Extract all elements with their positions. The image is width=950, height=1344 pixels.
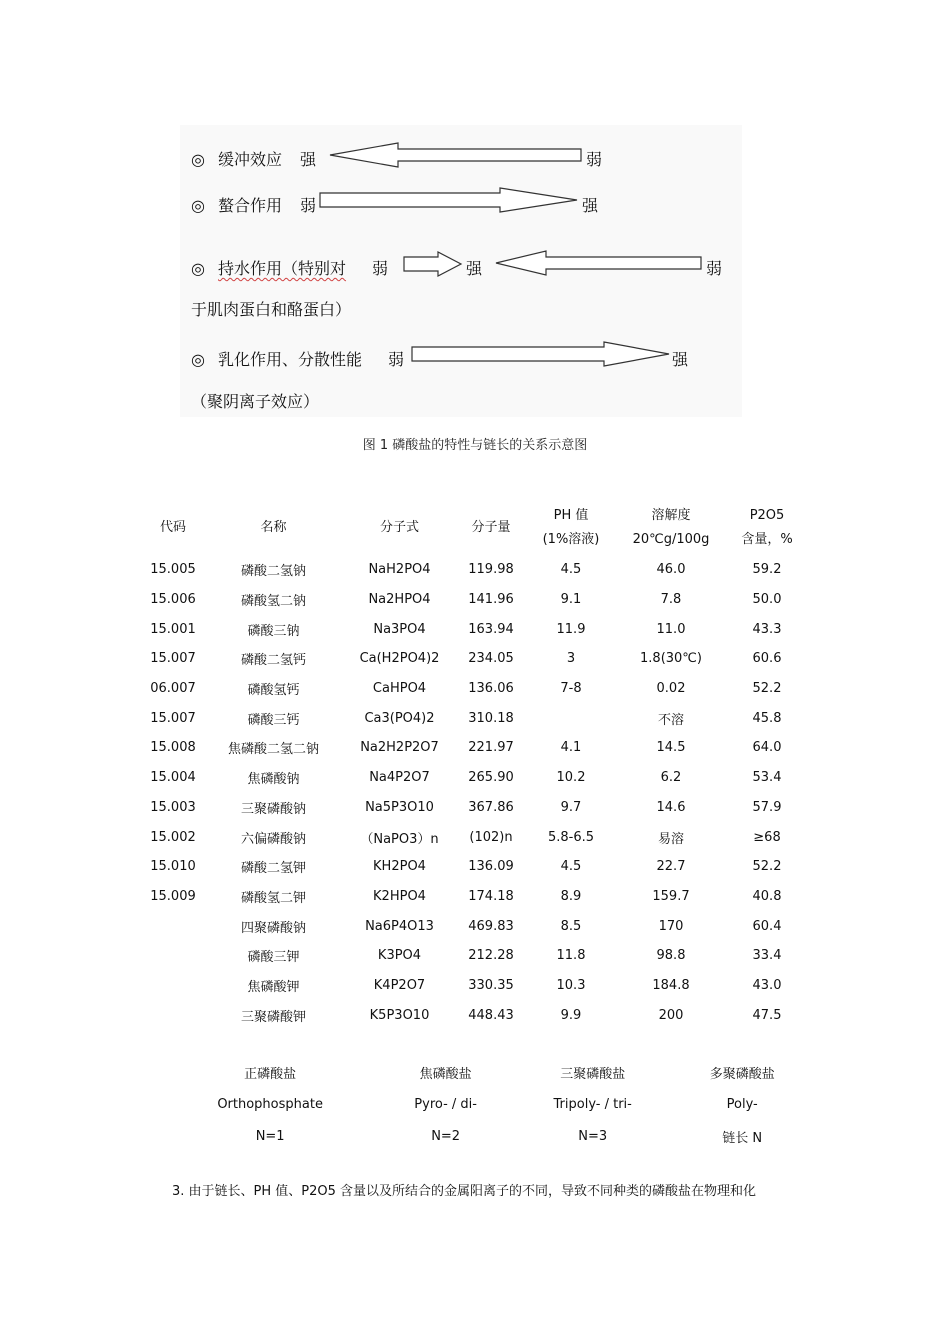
cell-ph: 4.5 xyxy=(560,859,582,875)
cell-p2o5: 52.2 xyxy=(752,859,782,875)
cell-name: 磷酸二氢钾 xyxy=(240,861,306,877)
cell-code xyxy=(135,941,211,971)
cell-p2o5: 43.0 xyxy=(752,977,782,993)
header-ph: PH 值 (1%溶液) xyxy=(542,507,600,547)
cell-code: 15.002 xyxy=(150,829,196,845)
cell-ph xyxy=(519,703,623,733)
table-row xyxy=(135,911,815,941)
table-row xyxy=(135,971,815,1001)
classification-cell: 三聚磷酸盐 xyxy=(560,1066,626,1082)
cell-name: 磷酸氢二钾 xyxy=(240,890,306,906)
cell-molecular-weight: 163.94 xyxy=(468,621,514,637)
figure-row3-right-word: 弱 xyxy=(706,259,723,278)
cell-name: 磷酸三钙 xyxy=(247,712,300,728)
header-formula: 分子式 xyxy=(379,519,419,535)
cell-code xyxy=(135,911,211,941)
cell-formula: KH2PO4 xyxy=(373,859,426,875)
cell-formula: Na4P2O7 xyxy=(369,770,430,786)
cell-p2o5: 50.0 xyxy=(752,592,782,608)
cell-p2o5: 53.4 xyxy=(752,770,782,786)
figure-row2-label: 螯合作用 xyxy=(218,196,283,215)
cell-code xyxy=(135,971,211,1001)
cell-ph: 5.8-6.5 xyxy=(547,829,595,845)
cell-name: 三聚磷酸钠 xyxy=(240,801,306,817)
cell-formula: Na2H2P2O7 xyxy=(360,740,439,756)
cell-molecular-weight: 212.28 xyxy=(468,948,514,964)
table-row xyxy=(135,555,815,585)
cell-name: 磷酸二氢钠 xyxy=(240,564,306,580)
cell-code: 15.005 xyxy=(150,562,196,578)
figure-row4-left-word: 弱 xyxy=(388,350,405,369)
cell-p2o5: 59.2 xyxy=(752,562,782,578)
figure-row1-right-word: 弱 xyxy=(586,150,603,169)
cell-ph: 8.5 xyxy=(560,918,582,934)
cell-molecular-weight: 448.43 xyxy=(468,1007,514,1023)
figure-row3-label: 持水作用（特别对 xyxy=(218,259,347,278)
classification-row xyxy=(160,1056,810,1088)
cell-name: 三聚磷酸钾 xyxy=(240,1009,306,1025)
figure-row1-label: 缓冲效应 xyxy=(218,150,283,169)
table-row xyxy=(135,644,815,674)
cell-p2o5: ≥68 xyxy=(753,829,781,845)
table-row xyxy=(135,733,815,763)
cell-code: 15.007 xyxy=(150,710,196,726)
cell-formula: NaH2PO4 xyxy=(368,562,431,578)
figure-row4-right-word: 强 xyxy=(672,350,689,369)
left-arrow-icon xyxy=(494,249,704,277)
cell-code: 15.009 xyxy=(150,888,196,904)
cell-solubility: 0.02 xyxy=(656,681,686,697)
cell-name: 焦磷酸钠 xyxy=(247,772,300,788)
cell-molecular-weight: 136.09 xyxy=(468,859,514,875)
right-arrow-icon xyxy=(318,186,580,214)
cell-molecular-weight: (102)n xyxy=(469,829,513,845)
figure-row4-bullet: ◎ xyxy=(191,350,205,369)
cell-ph: 7-8 xyxy=(560,681,582,697)
classification-cell: N=1 xyxy=(255,1128,285,1144)
table-row xyxy=(135,614,815,644)
cell-solubility: 98.8 xyxy=(656,948,686,964)
cell-solubility: 6.2 xyxy=(660,770,682,786)
cell-formula: （NaPO3）n xyxy=(360,831,439,847)
classification-table xyxy=(160,1056,810,1152)
cell-formula: K3PO4 xyxy=(377,948,422,964)
header-p2o5: P2O5 含量，% xyxy=(741,507,793,547)
cell-name: 四聚磷酸钠 xyxy=(240,920,306,936)
cell-formula: Ca(H2PO4)2 xyxy=(359,651,440,667)
figure-row3-label-line2: 于肌肉蛋白和酪蛋白） xyxy=(191,300,352,319)
cell-ph: 10.3 xyxy=(556,977,586,993)
cell-ph: 8.9 xyxy=(560,888,582,904)
cell-name: 磷酸氢钙 xyxy=(247,683,300,699)
cell-molecular-weight: 310.18 xyxy=(468,710,514,726)
cell-code: 15.006 xyxy=(150,592,196,608)
cell-code: 15.010 xyxy=(150,859,196,875)
cell-code: 06.007 xyxy=(150,681,196,697)
cell-formula: K4P2O7 xyxy=(373,977,426,993)
classification-cell: N=2 xyxy=(431,1128,461,1144)
table-row xyxy=(135,882,815,912)
cell-solubility: 不溶 xyxy=(657,712,684,728)
cell-name: 焦磷酸钾 xyxy=(247,979,300,995)
cell-p2o5: 57.9 xyxy=(752,799,782,815)
cell-molecular-weight: 469.83 xyxy=(468,918,514,934)
cell-name: 焦磷酸二氢二钠 xyxy=(227,742,319,758)
header-solubility: 溶解度 20℃g/100g xyxy=(632,507,710,547)
cell-name: 磷酸三钠 xyxy=(247,623,300,639)
classification-cell: Orthophosphate xyxy=(217,1096,323,1112)
table-row xyxy=(135,703,815,733)
figure-row4-label: 乳化作用、分散性能 xyxy=(218,350,363,369)
cell-solubility: 159.7 xyxy=(652,888,690,904)
cell-p2o5: 33.4 xyxy=(752,948,782,964)
cell-name: 磷酸二氢钙 xyxy=(240,653,306,669)
table-header-row xyxy=(135,500,815,555)
cell-ph: 11.9 xyxy=(556,621,586,637)
table-row xyxy=(135,793,815,823)
cell-ph: 9.1 xyxy=(560,592,582,608)
cell-name: 六偏磷酸钠 xyxy=(240,831,306,847)
classification-cell: Tripoly- / tri- xyxy=(553,1096,632,1112)
cell-p2o5: 47.5 xyxy=(752,1007,782,1023)
cell-solubility: 7.8 xyxy=(660,592,682,608)
cell-molecular-weight: 367.86 xyxy=(468,799,514,815)
header-name: 名称 xyxy=(260,519,287,535)
cell-solubility: 200 xyxy=(658,1007,684,1023)
cell-solubility: 1.8(30℃) xyxy=(640,651,702,667)
figure-row3-middle-word: 强 xyxy=(466,259,483,278)
right-arrow-icon xyxy=(402,250,464,278)
figure-row1-left-word: 强 xyxy=(300,150,317,169)
table-row xyxy=(135,852,815,882)
figure-row3-bullet: ◎ xyxy=(191,259,205,278)
cell-formula: CaHPO4 xyxy=(372,681,427,697)
cell-p2o5: 60.6 xyxy=(752,651,782,667)
figure-caption: 图 1 磷酸盐的特性与链长的关系示意图 xyxy=(362,438,588,453)
cell-formula: Na5P3O10 xyxy=(365,799,434,815)
figure-row1-bullet: ◎ xyxy=(191,150,205,169)
figure-row4-label-line2: （聚阴离子效应） xyxy=(191,392,320,411)
cell-solubility: 184.8 xyxy=(652,977,690,993)
figure-row2-left-word: 弱 xyxy=(300,196,317,215)
body-paragraph: 3. 由于链长、PH 值、P2O5 含量以及所结合的金属阳离子的不同，导致不同种类的磷酸盐在物理和化 xyxy=(172,1184,757,1199)
header-molecular-weight: 分子量 xyxy=(471,519,511,535)
cell-molecular-weight: 141.96 xyxy=(468,592,514,608)
classification-cell: 链长 N xyxy=(722,1130,763,1146)
cell-ph: 10.2 xyxy=(556,770,586,786)
cell-code: 15.008 xyxy=(150,740,196,756)
right-arrow-icon xyxy=(410,340,672,368)
cell-code: 15.007 xyxy=(150,651,196,667)
cell-solubility: 46.0 xyxy=(656,562,686,578)
classification-row xyxy=(160,1088,810,1120)
classification-cell: Poly- xyxy=(726,1096,758,1112)
cell-ph: 9.9 xyxy=(560,1007,582,1023)
cell-formula: Na3PO4 xyxy=(373,621,426,637)
table-row xyxy=(135,763,815,793)
cell-p2o5: 43.3 xyxy=(752,621,782,637)
cell-molecular-weight: 119.98 xyxy=(468,562,514,578)
cell-ph: 11.8 xyxy=(556,948,586,964)
cell-code xyxy=(135,1000,211,1030)
phosphate-table xyxy=(135,500,815,1030)
classification-cell: 多聚磷酸盐 xyxy=(709,1066,775,1082)
cell-p2o5: 60.4 xyxy=(752,918,782,934)
cell-ph: 4.1 xyxy=(560,740,582,756)
cell-ph: 9.7 xyxy=(560,799,582,815)
cell-molecular-weight: 265.90 xyxy=(468,770,514,786)
classification-row xyxy=(160,1120,810,1152)
cell-p2o5: 52.2 xyxy=(752,681,782,697)
cell-formula: Ca3(PO4)2 xyxy=(364,710,435,726)
cell-solubility: 170 xyxy=(658,918,684,934)
table-row xyxy=(135,822,815,852)
cell-formula: K2HPO4 xyxy=(373,888,426,904)
classification-cell: N=3 xyxy=(578,1128,608,1144)
cell-formula: K5P3O10 xyxy=(369,1007,430,1023)
left-arrow-icon xyxy=(328,141,584,169)
classification-cell: Pyro- / di- xyxy=(414,1096,477,1112)
figure-row2-bullet: ◎ xyxy=(191,196,205,215)
cell-name: 磷酸氢二钠 xyxy=(240,594,306,610)
cell-solubility: 易溶 xyxy=(657,831,684,847)
cell-ph: 4.5 xyxy=(560,562,582,578)
cell-code: 15.003 xyxy=(150,799,196,815)
cell-formula: Na2HPO4 xyxy=(368,592,431,608)
cell-molecular-weight: 136.06 xyxy=(468,681,514,697)
cell-solubility: 11.0 xyxy=(656,621,686,637)
cell-molecular-weight: 221.97 xyxy=(468,740,514,756)
figure-row3-left-word: 弱 xyxy=(372,259,389,278)
table-row xyxy=(135,585,815,615)
cell-molecular-weight: 330.35 xyxy=(468,977,514,993)
table-row xyxy=(135,674,815,704)
table-row xyxy=(135,941,815,971)
classification-cell: 正磷酸盐 xyxy=(244,1066,297,1082)
cell-solubility: 22.7 xyxy=(656,859,686,875)
cell-solubility: 14.5 xyxy=(656,740,686,756)
cell-p2o5: 40.8 xyxy=(752,888,782,904)
cell-solubility: 14.6 xyxy=(656,799,686,815)
cell-molecular-weight: 234.05 xyxy=(468,651,514,667)
cell-p2o5: 64.0 xyxy=(752,740,782,756)
header-code: 代码 xyxy=(159,519,186,535)
cell-ph: 3 xyxy=(566,651,576,667)
table-row xyxy=(135,1000,815,1030)
classification-cell: 焦磷酸盐 xyxy=(419,1066,472,1082)
cell-name: 磷酸三钾 xyxy=(247,950,300,966)
figure-row2-right-word: 强 xyxy=(582,196,599,215)
cell-code: 15.001 xyxy=(150,621,196,637)
cell-molecular-weight: 174.18 xyxy=(468,888,514,904)
cell-formula: Na6P4O13 xyxy=(365,918,434,934)
cell-p2o5: 45.8 xyxy=(752,710,782,726)
cell-code: 15.004 xyxy=(150,770,196,786)
